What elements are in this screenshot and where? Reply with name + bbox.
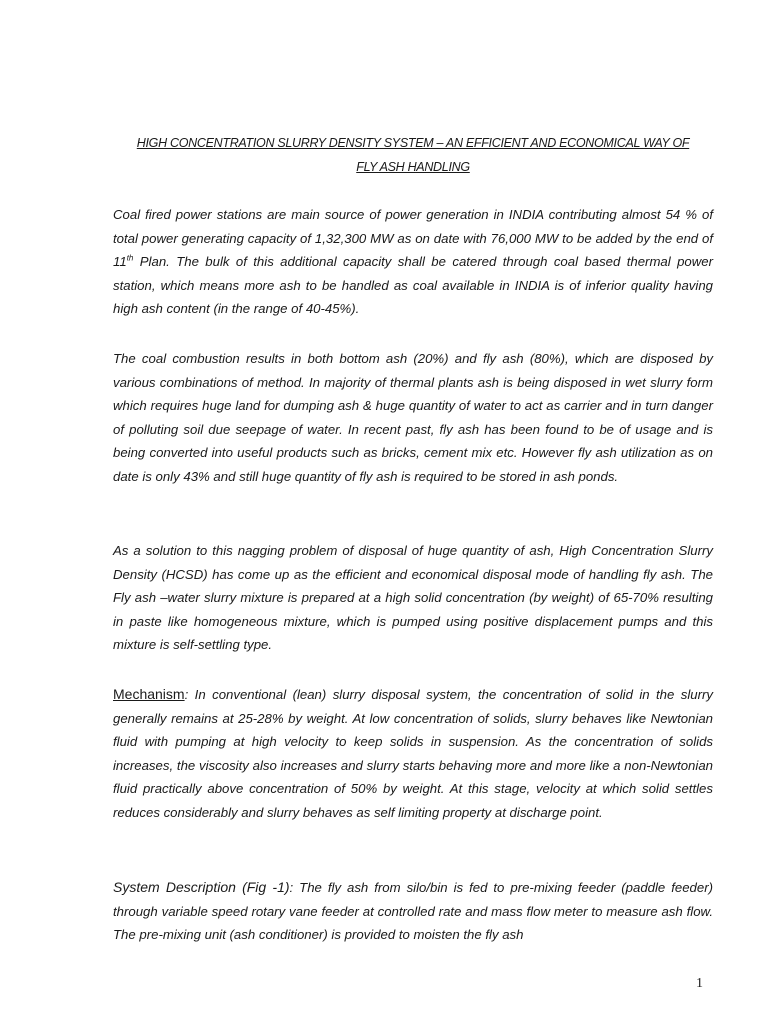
- paragraph-introduction: [113, 203, 713, 321]
- paragraph-system-description: [113, 876, 713, 947]
- document-title-line-1: HIGH CONCENTRATION SLURRY DENSITY SYSTEM – AN EFFICIENT AND ECONOMICAL WAY OF: [136, 136, 690, 150]
- paragraph-mechanism: [113, 683, 713, 824]
- paragraph-introduction-text-b: Plan. The bulk of this additional capacity shall be catered through coal based thermal power station, which means more ash to be handled as coal available in INDIA is of inferior quality having high ash content (in the range of 40-45%).: [113, 254, 713, 316]
- paragraph-combustion: The coal combustion results in both bottom ash (20%) and fly ash (80%), which are disposed by various combinations of method. In majority of thermal plants ash is being disposed in wet slurry form which requires huge land for dumping ash & huge quantity of water to act as carrier and in turn danger of polluting soil due seepage of water. In recent past, fly ash has been found to be of usage and is being converted into useful products such as bricks, cement mix etc. However fly ash utilization as on date is only 43% and still huge quantity of fly ash is required to be stored in ash ponds.: [113, 351, 713, 484]
- paragraph-hcsd-solution: As a solution to this nagging problem of disposal of huge quantity of ash, High Concentration Slurry Density (HCSD) has come up as the efficient and economical disposal mode of handling fly ash. The Fly ash –water slurry mixture is prepared at a high solid concentration (by weight) of 65-70% resulting in paste like homogeneous mixture, which is pumped using positive displacement pumps and this mixture is self-settling type.: [113, 543, 713, 652]
- document-title-line-2: FLY ASH HANDLING: [356, 160, 470, 174]
- mechanism-heading: Mechanism: [113, 686, 185, 702]
- system-description-heading: System Description (Fig -1): [113, 879, 290, 895]
- system-description-text: : The fly ash from silo/bin is fed to pre-mixing feeder (paddle feeder) through variable speed rotary vane feeder at controlled rate and mass flow meter to measure ash flow. The pre-mixing unit (ash conditioner) is provided to moisten the fly ash: [113, 880, 714, 942]
- ordinal-superscript: th: [126, 253, 134, 263]
- page-number: 1: [696, 976, 703, 991]
- mechanism-text: : In conventional (lean) slurry disposal system, the concentration of solid in the slurry generally remains at 25-28% by weight. At low concentration of solids, slurry behaves like Newtonian fluid with pumping at high velocity to keep solids in suspension. As the concentration of solids increases, the viscosity also increases and slurry starts behaving more and more like a non-Newtonian fluid practically above concentration of 50% by weight. At this stage, velocity at which solid settles reduces considerably and slurry behaves as self limiting property at discharge point.: [113, 687, 713, 820]
- paragraph-introduction-text-a: Coal fired power stations are main source of power generation in INDIA contributing almost 54 % of total power generating capacity of 1,32,300 MW as on date with 76,000 MW to be added by the end of 11: [113, 207, 713, 269]
